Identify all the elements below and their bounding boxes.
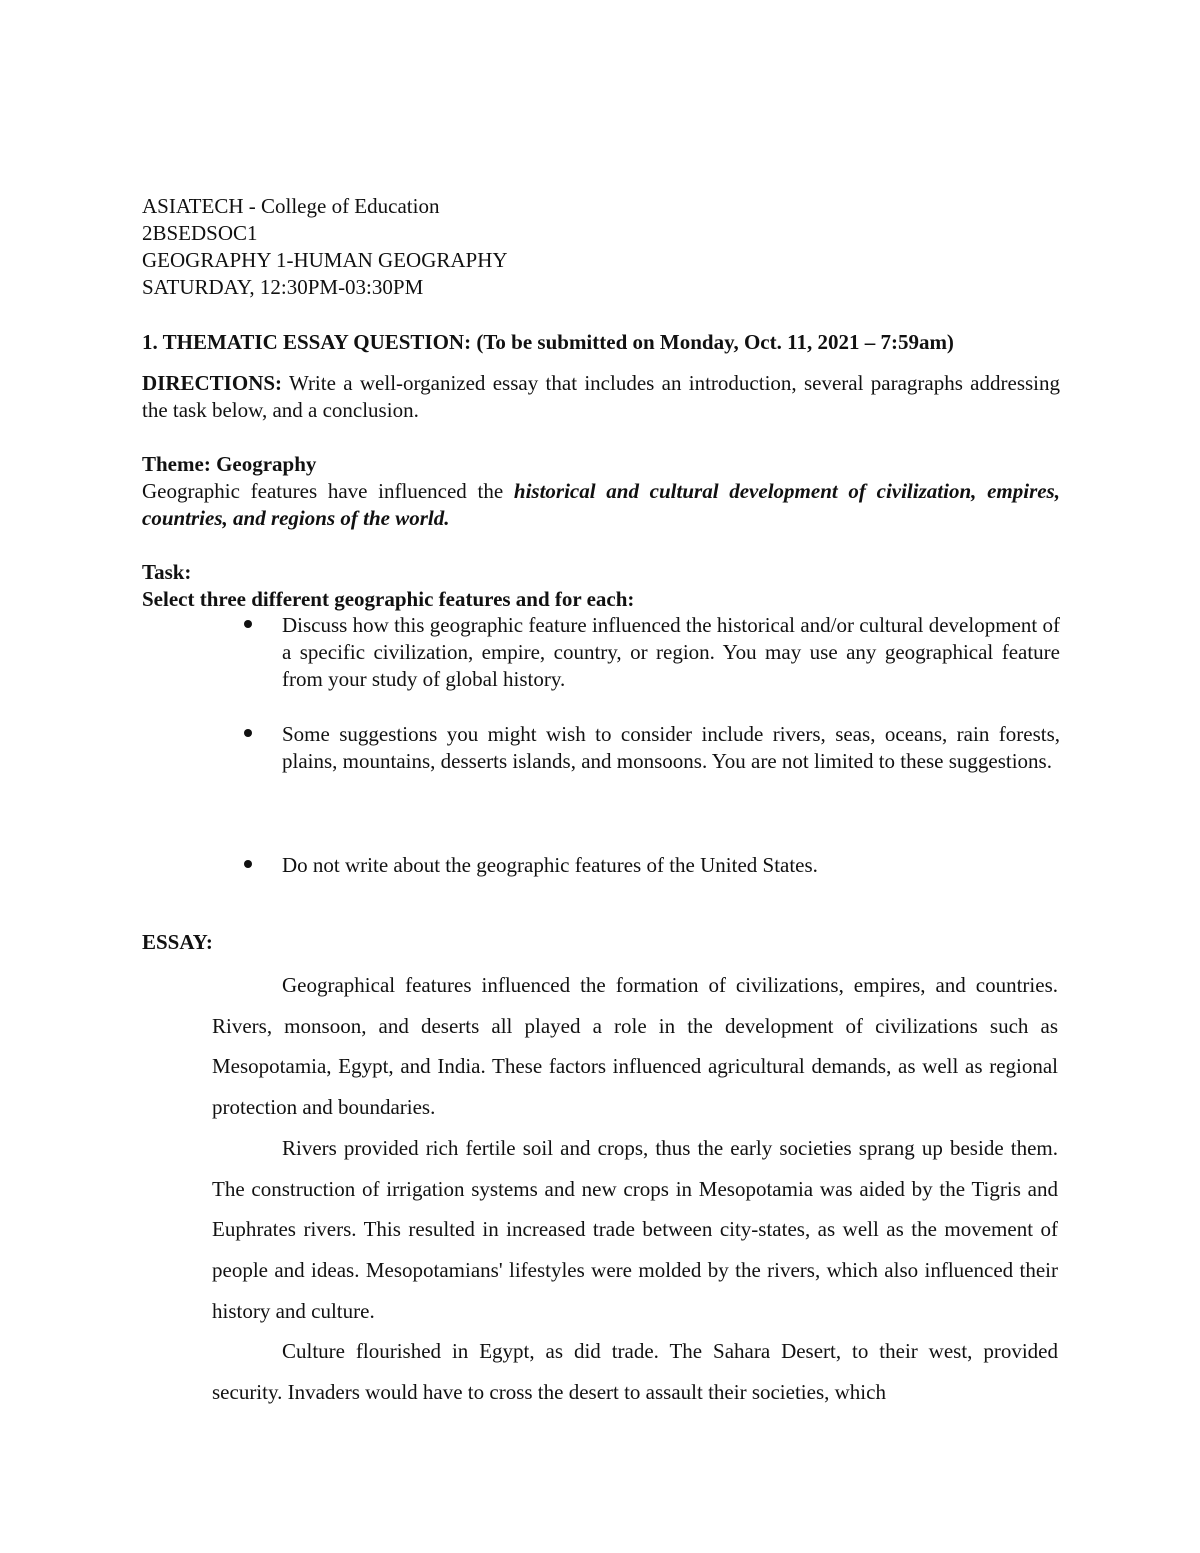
theme-title: Theme: Geography xyxy=(142,452,317,476)
directions-label: DIRECTIONS: xyxy=(142,371,283,395)
essay-paragraph: Culture flourished in Egypt, as did trade. The Sahara Desert, to their west, provided security. Invaders would have to cross the desert to assault their societies, which xyxy=(212,1339,1058,1404)
task-instruction: Select three different geographic features and for each: xyxy=(142,587,635,611)
section-line: 2BSEDSOC1 xyxy=(142,221,258,245)
theme-text-plain: Geographic features have influenced the xyxy=(142,479,514,503)
essay-heading: ESSAY: xyxy=(142,930,213,954)
schedule-line: SATURDAY, 12:30PM-03:30PM xyxy=(142,275,424,299)
directions-text: Write a well-organized essay that includes an introduction, several paragraphs addressing the task below, and a conclusion. xyxy=(142,371,1060,422)
question-title: 1. THEMATIC ESSAY QUESTION: (To be submitted on Monday, Oct. 11, 2021 – 7:59am) xyxy=(142,330,954,354)
task-section xyxy=(142,559,634,613)
task-bullet: Discuss how this geographic feature influenced the historical and/or cultural development of a specific civilization, empire, country, or region. You may use any geographical feature from your study of global history. xyxy=(282,613,1060,691)
theme-section xyxy=(142,451,1060,532)
bullet-dot-icon xyxy=(244,860,252,868)
bullet-dot-icon xyxy=(244,729,252,737)
theme-statement xyxy=(142,478,1060,532)
bullet-dot-icon xyxy=(244,620,252,628)
task-bullet: Some suggestions you might wish to consider include rivers, seas, oceans, rain forests, plains, mountains, desserts islands, and monsoons. You are not limited to these suggestions. xyxy=(282,722,1060,773)
institution-line: ASIATECH - College of Education xyxy=(142,194,440,218)
course-line: GEOGRAPHY 1-HUMAN GEOGRAPHY xyxy=(142,248,508,272)
essay-paragraph: Geographical features influenced the formation of civilizations, empires, and countries. Rivers, monsoon, and deserts all played a role in the development of civilizations such as Mesopotamia, Egypt, and India. These factors influenced agricultural demands, as well as regional protection and boundaries. xyxy=(212,973,1058,1120)
theme-text-emphasis: historical and cultural development of civilization, empires, countries, and regions of the world. xyxy=(142,479,1060,530)
document-header xyxy=(142,193,508,301)
task-label: Task: xyxy=(142,560,192,584)
task-bullet: Do not write about the geographic features of the United States. xyxy=(282,853,818,877)
essay-paragraph: Rivers provided rich fertile soil and crops, thus the early societies sprang up beside them. The construction of irrigation systems and new crops in Mesopotamia was aided by the Tigris and Euphrates rivers. This resulted in increased trade between city-states, as well as the movement of people and ideas. Mesopotamians' lifestyles were molded by the rivers, which also influenced their history and culture. xyxy=(212,1136,1058,1323)
directions-paragraph xyxy=(142,370,1060,424)
